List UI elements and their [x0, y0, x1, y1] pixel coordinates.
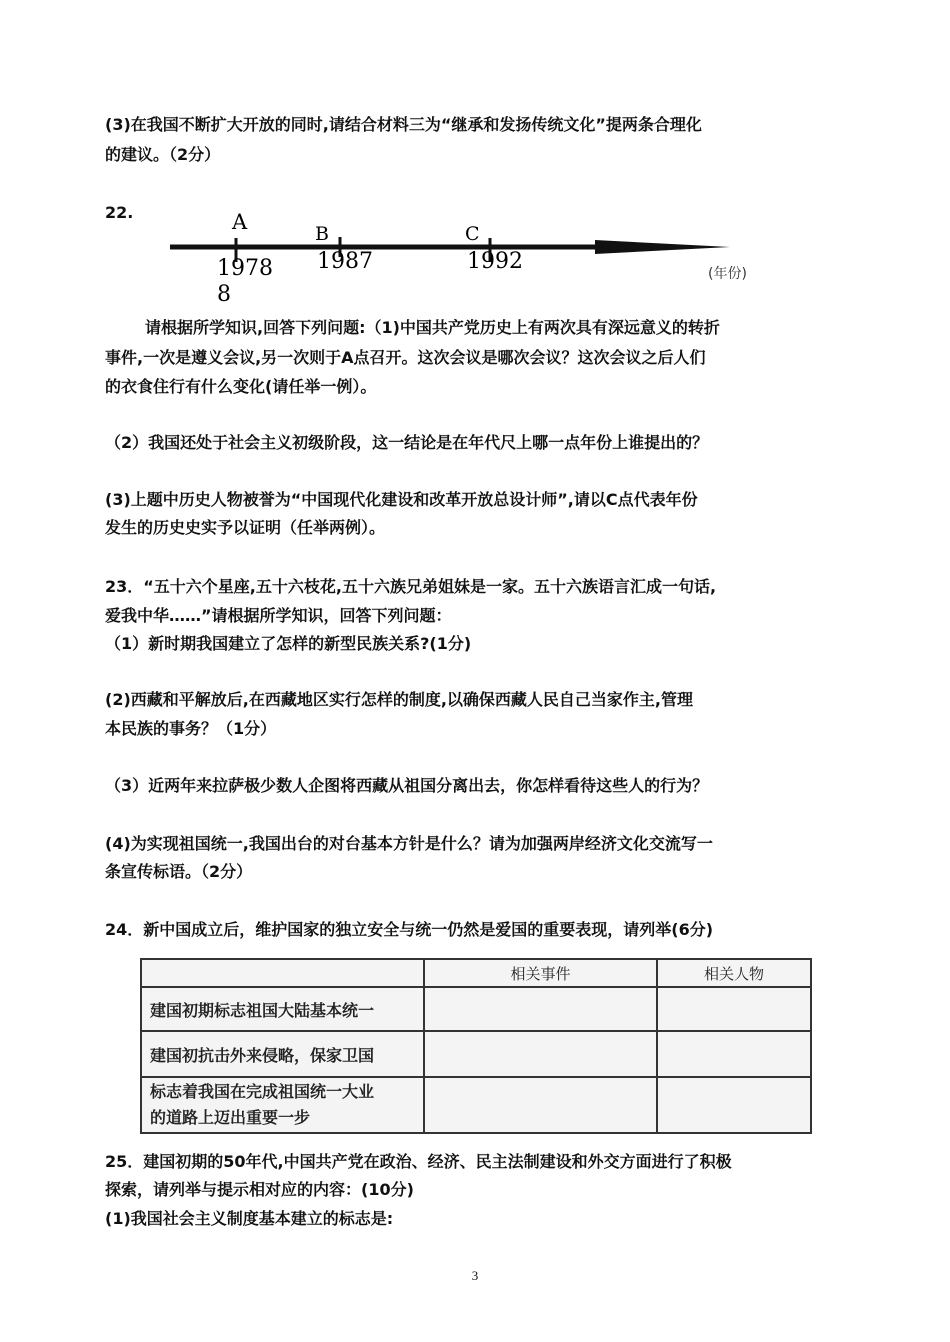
table-header-row — [141, 959, 811, 987]
line-q23-3: （3）近两年来拉萨极少数人企图将西藏从祖国分离出去，你怎样看待这些人的行为？ — [105, 776, 709, 795]
point-a-year-extra: 8 — [217, 282, 231, 307]
point-c-year: 1992 — [467, 249, 523, 274]
line-q22-intro-c: 的衣食住行有什么变化(请任举一例）。 — [105, 377, 377, 396]
line-q21-3-b: 的建议。（2分） — [105, 145, 221, 164]
line-q22-3-a: (3)上题中历史人物被誉为“中国现代化建设和改革开放总设计师”,请以C点代表年份 — [105, 490, 698, 509]
line-q23-4-b: 条宣传标语。（2分） — [105, 862, 253, 881]
line-q23-2-a: (2)西藏和平解放后,在西藏地区实行怎样的制度,以确保西藏人民自己当家作主,管理 — [105, 690, 693, 709]
table-row-label-line-1: 标志着我国在完成祖国统一大业 — [150, 1082, 375, 1101]
table-row-label-line-2: 的道路上迈出重要一步 — [150, 1108, 311, 1127]
point-b-year: 1987 — [317, 249, 373, 274]
line-q22-2: （2）我国还处于社会主义初级阶段，这一结论是在年代尺上哪一点年份上谁提出的？ — [105, 433, 709, 452]
timeline-arrow-head — [595, 240, 730, 254]
line-q23-2-b: 本民族的事务？（1分） — [105, 719, 277, 738]
table-row-label: 建国初期标志祖国大陆基本统一 — [141, 987, 424, 1031]
page-number: 3 — [471, 1268, 479, 1283]
line-q21-3-a: (3)在我国不断扩大开放的同时,请结合材料三为“继承和发扬传统文化”提两条合理化 — [105, 115, 702, 134]
table-row-label — [141, 1077, 424, 1133]
table-row — [141, 1031, 811, 1077]
point-c-letter: C — [465, 223, 480, 245]
table-row — [141, 1077, 811, 1133]
line-q24: 24．新中国成立后，维护国家的独立安全与统一仍然是爱国的重要表现，请列举(6分) — [105, 920, 714, 939]
line-q23-1: （1）新时期我国建立了怎样的新型民族关系?(1分) — [105, 634, 472, 653]
line-q25-1: (1)我国社会主义制度基本建立的标志是: — [105, 1209, 394, 1228]
table-cell-events[interactable] — [424, 1077, 657, 1133]
question-22-number: 22. — [105, 203, 134, 222]
table-header-people: 相关人物 — [657, 959, 811, 987]
table-header-events: 相关事件 — [424, 959, 657, 987]
table-cell-people[interactable] — [657, 1031, 811, 1077]
line-q22-intro-b: 事件,一次是遵义会议,另一次则于A点召开。这次会议是哪次会议？这次会议之后人们 — [105, 348, 706, 367]
line-q25-a: 25．建国初期的50年代,中国共产党在政治、经济、民主法制建设和外交方面进行了积极 — [105, 1152, 732, 1171]
events-table — [140, 958, 812, 1134]
table-cell-events[interactable] — [424, 1031, 657, 1077]
timeline-unit: (年份) — [708, 266, 747, 282]
line-q23-4-a: (4)为实现祖国统一,我国出台的对台基本方针是什么？请为加强两岸经济文化交流写一 — [105, 834, 713, 853]
timeline-diagram — [0, 0, 950, 310]
line-q22-3-b: 发生的历史史实予以证明（任举两例）。 — [105, 518, 386, 537]
point-a-year: 1978 — [217, 256, 273, 281]
table-row — [141, 987, 811, 1031]
line-q23-b: 爱我中华……”请根据所学知识，回答下列问题： — [105, 606, 452, 625]
table-cell-people[interactable] — [657, 987, 811, 1031]
table-header-blank — [141, 959, 424, 987]
point-a-letter: A — [232, 210, 248, 234]
line-q22-intro-a: 请根据所学知识,回答下列问题:（1)中国共产党历史上有两次具有深远意义的转折 — [145, 318, 720, 337]
table-row-label: 建国初抗击外来侵略，保家卫国 — [141, 1031, 424, 1077]
point-b-letter: B — [315, 223, 329, 245]
line-q25-b: 探索，请列举与提示相对应的内容：(10分) — [105, 1180, 414, 1199]
line-q23-a: 23．“五十六个星座,五十六枝花,五十六族兄弟姐妹是一家。五十六族语言汇成一句话, — [105, 577, 717, 596]
table-cell-people[interactable] — [657, 1077, 811, 1133]
table-cell-events[interactable] — [424, 987, 657, 1031]
